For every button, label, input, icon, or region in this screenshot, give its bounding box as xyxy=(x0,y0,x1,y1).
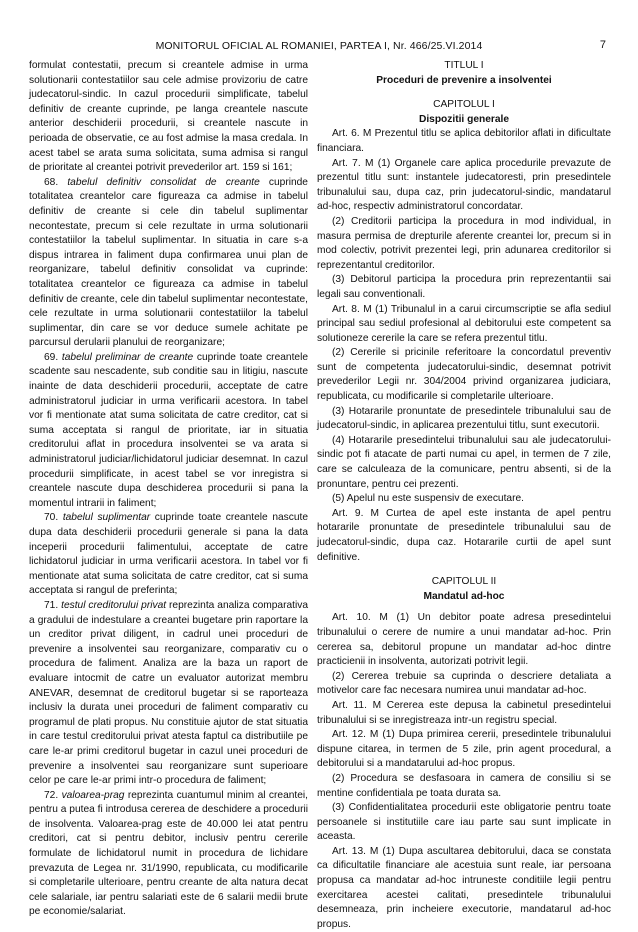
article-6: Art. 6. M Prezentul titlu se aplica debitorilor aflati in dificultate financiara. xyxy=(317,128,611,154)
article-8-2: (2) Cererile si pricinile referitoare la concordatul preventiv sunt de competenta judecatorului-sindic, desemnat potrivit prevederilor Legii nr. 304/2004 privind organizarea judiciara, republicata, cu modificarile si completarile ulterioare. xyxy=(317,347,611,403)
chapter-1-label: CAPITOLUL I xyxy=(433,99,495,111)
chapter-2-label: CAPITOLUL II xyxy=(431,576,497,588)
right-column xyxy=(317,59,611,932)
article-8-1: Art. 8. M (1) Tribunalul in a carui circumscriptie se afla sediul principal sau sediul profesional al debitorului este competent sa solutioneze cererile la care se refera prezentul titlu. xyxy=(317,303,611,344)
definition-69: 69. tabelul preliminar de creante cuprinde toate creantele scadente sau nescadente, sub conditie sau in litigiu, nascute inainte de data deschiderii procedurii, acceptate de catre administratorul judiciar in urma verificarii acestora. In tabel vor fi mentionate atat suma solicitata de catre creditor, cat si suma acceptata si rangul de prioritate, iar in situatia creditorului aflat in procedura insolventei se va arata si administratorul judiciar/lichidatorul judiciar desemnat. In cazul procedurii simplificate, in acest tabel se vor inregistra si creantele nascute dupa deschiderea procedurii si pana la momentul intrarii in faliment; xyxy=(29,351,308,509)
defined-term: tabelul suplimentar xyxy=(62,512,151,524)
article-10-1: Art. 10. M (1) Un debitor poate adresa presedintelui tribunalului o cerere de numire a unui mandatar ad-hoc. Prin cererea sa, debitorul propune un mandatar ad-hoc dintre practicienii in insolventa, autorizati potrivit legii. xyxy=(317,612,611,668)
article-12-3: (3) Confidentialitatea procedurii este obligatorie pentru toate persoanele si institutiile care iau parte sau sunt implicate in aceasta. xyxy=(317,802,611,843)
paragraph: formulat contestatii, precum si creantele admise in urma solutionarii contestatiilor sau cele admise provizoriu de catre judecatorul-sindic. In cazul procedurii simplificate, tabelul definitiv de creante cuprinde, pe langa creantele nascute anterior deschiderii procedurii, si creantele nascute in perioada de observatie, ce au fost admise la masa credala. In acest tabel se arata suma solicitata, suma admisa si rangul de prioritate al creantei potrivit prevederilor art. 159 si 161; xyxy=(29,60,308,174)
title-label: TITLUL I xyxy=(444,60,484,71)
definition-71: 71. testul creditorului privat reprezinta analiza comparativa a gradului de indestulare a creantei bugetare prin raportare la un creditor privat diligent, in cadrul unei proceduri de prevenire a insolventei sau reorganizare, comparativ cu o procedura de faliment. Analiza are la baza un raport de evaluare intocmit de catre un evaluator autorizat membru ANEVAR, desemnat de creditorul bugetar si se raporteaza inclusiv la durata unei proceduri de faliment comparativ cu programul de plati propus. Nu constituie ajutor de stat situatia in care testul creditorului privat atesta faptul ca distributiile pe care le-ar primi creditorul bugetar in cazul unei proceduri de prevenire a insolventei sau reorganizare sunt superioare celor pe care le-ar primi intr-o procedura de faliment; xyxy=(29,599,308,787)
article-7-2: (2) Creditorii participa la procedura in mod individual, in masura permisa de drepturile aferente creantei lor, precum si in mod colectiv, potrivit prezentei legi, prin adunarea creditorilor si reprezentantul creditorilor. xyxy=(317,215,611,271)
article-8-5: (5) Apelul nu este suspensiv de executare. xyxy=(332,493,524,505)
defined-term: testul creditorului privat xyxy=(61,599,167,611)
article-13-1: Art. 13. M (1) Dupa ascultarea debitorului, daca se constata ca dificultatile financiare ale acestuia sunt reale, iar persoana propusa ca mandatar ad-hoc intruneste conditiile legii pentru exercitarea acestei calitati, presedintele tribunalului desemneaza, prin incheiere executorie, mandatarul ad-hoc propus. xyxy=(317,845,611,930)
chapter-1-name: Dispozitii generale xyxy=(418,113,509,125)
article-8-3: (3) Hotararile pronuntate de presedintele tribunalului sau de judecatorul-sindic, in aplicarea prezentului titlu, sunt executorii. xyxy=(317,405,611,432)
definition-70: 70. tabelul suplimentar cuprinde toate creantele nascute dupa data deschiderii procedurii generale si pana la data inceperii procedurii falimentului, acceptate de catre lichidatorul judiciar in urma verificarii acestora. In tabel vor fi mentionate atat suma solicitata de catre creditor, cat si suma acceptata si rangul de preferinta; xyxy=(29,512,309,597)
article-9: Art. 9. M Curtea de apel este instanta de apel pentru hotararile pronuntate de presedintele tribunalului sau de judecatorul-sindic, dupa caz. Hotararile curtii de apel sunt definitive. xyxy=(317,507,611,563)
article-7-1: Art. 7. M (1) Organele care aplica procedurile prevazute de prezentul titlu sunt: instantele judecatoresti, prin presedintele tribunalului sau, dupa caz, prin judecatorul-sindic, mandatarul ad-hoc, respectiv administratorul concordatar. xyxy=(317,157,611,213)
article-12-1: Art. 12. M (1) Dupa primirea cererii, presedintele tribunalului dispune citarea, in termen de 5 zile, prin agent procedural, a debitorului si a mandatarului ad-hoc propus. xyxy=(317,729,611,770)
left-column xyxy=(29,59,308,920)
defined-term: tabelul definitiv consolidat de creante xyxy=(67,176,260,188)
article-7-3: (3) Debitorul participa la procedura prin reprezentantii sai legali sau conventionali. xyxy=(317,274,611,300)
article-11: Art. 11. M Cererea este depusa la cabinetul presedintelui tribunalului si se inregistreaza intr-un registru special. xyxy=(317,699,611,726)
title-name: Proceduri de prevenire a insolventei xyxy=(376,74,552,86)
defined-term: valoarea-prag xyxy=(61,789,125,801)
gazette-title: MONITORUL OFICIAL AL ROMANIEI, PARTEA I, Nr. 466/25.VI.2014 xyxy=(155,40,483,52)
article-12-2: (2) Procedura se desfasoara in camera de consiliu si se mentine confidentiala pe toata durata sa. xyxy=(317,772,611,799)
article-8-4: (4) Hotararile presedintelui tribunalului sau ale judecatorului-sindic pot fi atacate de parti numai cu apel, in termen de 7 zile, care se calculeaza de la comunicare, pentru absenti, si de la pronuntare, pentru cei prezenti. xyxy=(317,434,611,490)
definition-68: 68. tabelul definitiv consolidat de creante cuprinde totalitatea creantelor care figureaza ca admise in tabelul definitiv de creante si cele din tabelul suplimentar necontestate, precum si cele rezultate in urma solutionarii contestatiilor la tabelul suplimentar. In situatia in care s-a dispus intrarea in faliment dupa confirmarea unui plan de reorganizare, tabelul definitiv consolidat va cuprinde: totalitatea creantelor ce figureaza ca admise in tabelul definitiv de creante, cele din tabelul suplimentar necontestate, cele rezultate in urma solutionarii contestatiilor la tabelul suplimentar, din care se vor deduce sumele achitate pe parcursul derularii planului de reorganizare; xyxy=(29,176,308,349)
chapter-2-name: Mandatul ad-hoc xyxy=(423,590,505,602)
definition-72: 72. valoarea-prag reprezinta cuantumul minim al creantei, pentru a putea fi introdusa cererea de deschidere a procedurii de insolventa. Valoarea-prag este de 40.000 lei atat pentru creditori, cat si pentru debitor, inclusiv pentru cererile formulate de lichidatorul numit in procedura de lichidare prevazuta de Legea nr. 31/1990, republicata, cu modificarile si completarile ulterioare, pentru creante de alta natura decat cele salariale, iar pentru salariati este de 6 salarii medii brute pe economie/salariat. xyxy=(29,789,308,918)
article-10-2: (2) Cererea trebuie sa cuprinda o descriere detaliata a motivelor care fac necesara numirea unui mandatar ad-hoc. xyxy=(317,670,611,697)
page-number: 7 xyxy=(599,39,606,51)
page-header xyxy=(0,40,638,54)
defined-term: tabelul preliminar de creante xyxy=(61,351,194,363)
